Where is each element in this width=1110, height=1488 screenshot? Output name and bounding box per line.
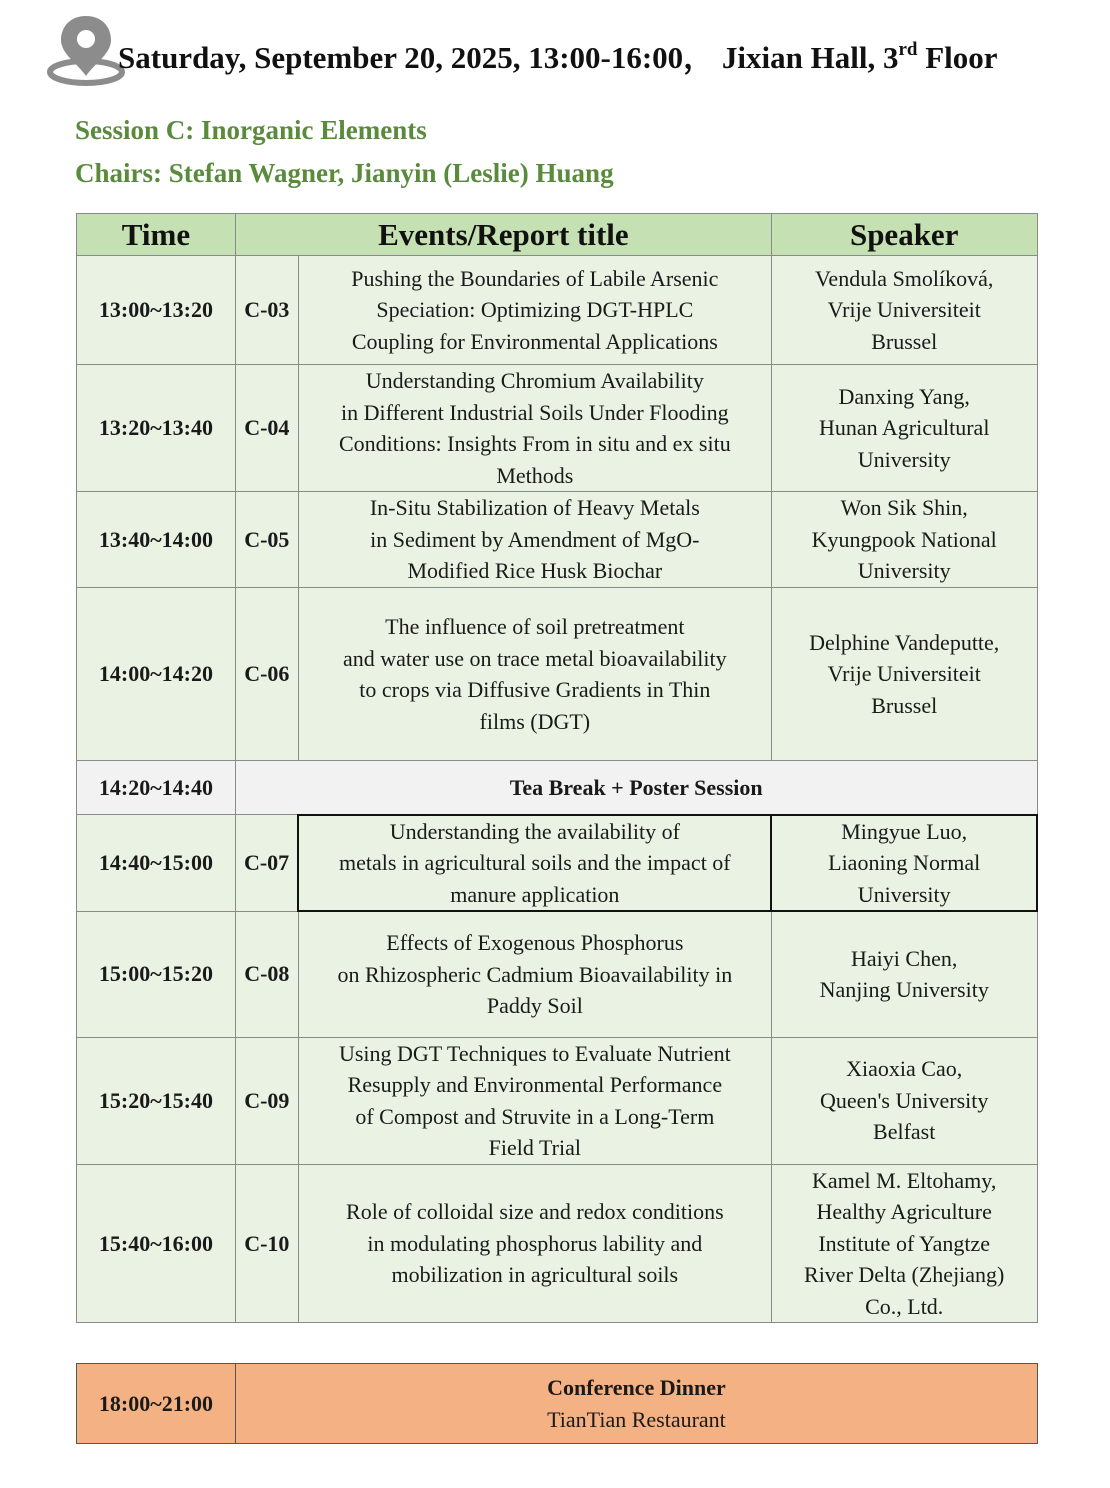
row-title: Pushing the Boundaries of Labile Arsenic Speciation: Optimizing DGT-HPLC Coupling for Environmental Applications: [298, 256, 771, 365]
dinner-info: [235, 1364, 1037, 1444]
table-row: [77, 588, 1038, 761]
schedule-table: [76, 213, 1038, 1323]
table-row: [77, 492, 1038, 588]
row-code: C-07: [235, 815, 298, 912]
dinner-title: Conference Dinner: [547, 1375, 726, 1400]
row-speaker: Won Sik Shin, Kyungpook National University: [771, 492, 1037, 588]
table-row: [77, 365, 1038, 492]
date-venue-heading: [118, 32, 998, 77]
break-label: Tea Break + Poster Session: [235, 761, 1037, 815]
session-title: Session C: Inorganic Elements: [75, 115, 427, 145]
break-time: 14:20~14:40: [77, 761, 236, 815]
floor-suffix: Floor: [917, 40, 998, 75]
row-time: 15:00~15:20: [77, 911, 236, 1037]
floor-superscript: rd: [898, 38, 918, 60]
session-chairs: Chairs: Stefan Wagner, Jianyin (Leslie) Huang: [75, 158, 614, 188]
row-code: C-06: [235, 588, 298, 761]
row-title: The influence of soil pretreatment and water use on trace metal bioavailability to crops via Diffusive Gradients in Thin films (DGT): [298, 588, 771, 761]
table-row: [77, 911, 1038, 1037]
row-speaker: Xiaoxia Cao, Queen's University Belfast: [771, 1037, 1037, 1164]
row-code: C-08: [235, 911, 298, 1037]
header-title: Events/Report title: [235, 214, 771, 256]
row-time: 14:40~15:00: [77, 815, 236, 912]
row-title: In-Situ Stabilization of Heavy Metals in Sediment by Amendment of MgO- Modified Rice Husk Biochar: [298, 492, 771, 588]
row-time: 13:00~13:20: [77, 256, 236, 365]
row-time: 15:20~15:40: [77, 1037, 236, 1164]
row-code: C-03: [235, 256, 298, 365]
row-speaker: Haiyi Chen, Nanjing University: [771, 911, 1037, 1037]
row-time: 14:00~14:20: [77, 588, 236, 761]
row-speaker: Vendula Smolíková, Vrije Universiteit Brussel: [771, 256, 1037, 365]
dinner-time: 18:00~21:00: [77, 1364, 236, 1444]
row-speaker: Delphine Vandeputte, Vrije Universiteit Brussel: [771, 588, 1037, 761]
date-venue-text: Saturday, September 20, 2025, 13:00-16:00， Jixian Hall, 3: [118, 40, 899, 75]
table-header-row: [77, 214, 1038, 256]
row-time: 15:40~16:00: [77, 1164, 236, 1323]
header-speaker: Speaker: [771, 214, 1037, 256]
break-row: [77, 761, 1038, 815]
row-speaker: Kamel M. Eltohamy, Healthy Agriculture Institute of Yangtze River Delta (Zhejiang) Co., Ltd.: [771, 1164, 1037, 1323]
table-row: [77, 1164, 1038, 1323]
row-speaker: Mingyue Luo, Liaoning Normal University: [771, 815, 1037, 912]
dinner-row: [77, 1364, 1038, 1444]
row-title: Effects of Exogenous Phosphorus on Rhizospheric Cadmium Bioavailability in Paddy Soil: [298, 911, 771, 1037]
row-code: C-05: [235, 492, 298, 588]
location-pin-icon: [46, 12, 126, 86]
table-row: [77, 256, 1038, 365]
header-time: Time: [77, 214, 236, 256]
row-code: C-09: [235, 1037, 298, 1164]
table-row: [77, 1037, 1038, 1164]
row-title: Using DGT Techniques to Evaluate Nutrient Resupply and Environmental Performance of Compost and Struvite in a Long-Term Field Trial: [298, 1037, 771, 1164]
row-title: Understanding Chromium Availability in Different Industrial Soils Under Flooding Conditions: Insights From in situ and ex situ Methods: [298, 365, 771, 492]
row-code: C-04: [235, 365, 298, 492]
row-speaker: Danxing Yang, Hunan Agricultural University: [771, 365, 1037, 492]
table-row: [77, 815, 1038, 912]
header: [46, 12, 1086, 86]
row-title: Understanding the availability of metals in agricultural soils and the impact of manure application: [298, 815, 771, 912]
dinner-venue: TianTian Restaurant: [547, 1406, 726, 1432]
row-title: Role of colloidal size and redox conditions in modulating phosphorus lability and mobilization in agricultural soils: [298, 1164, 771, 1323]
row-time: 13:40~14:00: [77, 492, 236, 588]
dinner-table: [76, 1363, 1038, 1444]
row-time: 13:20~13:40: [77, 365, 236, 492]
row-code: C-10: [235, 1164, 298, 1323]
